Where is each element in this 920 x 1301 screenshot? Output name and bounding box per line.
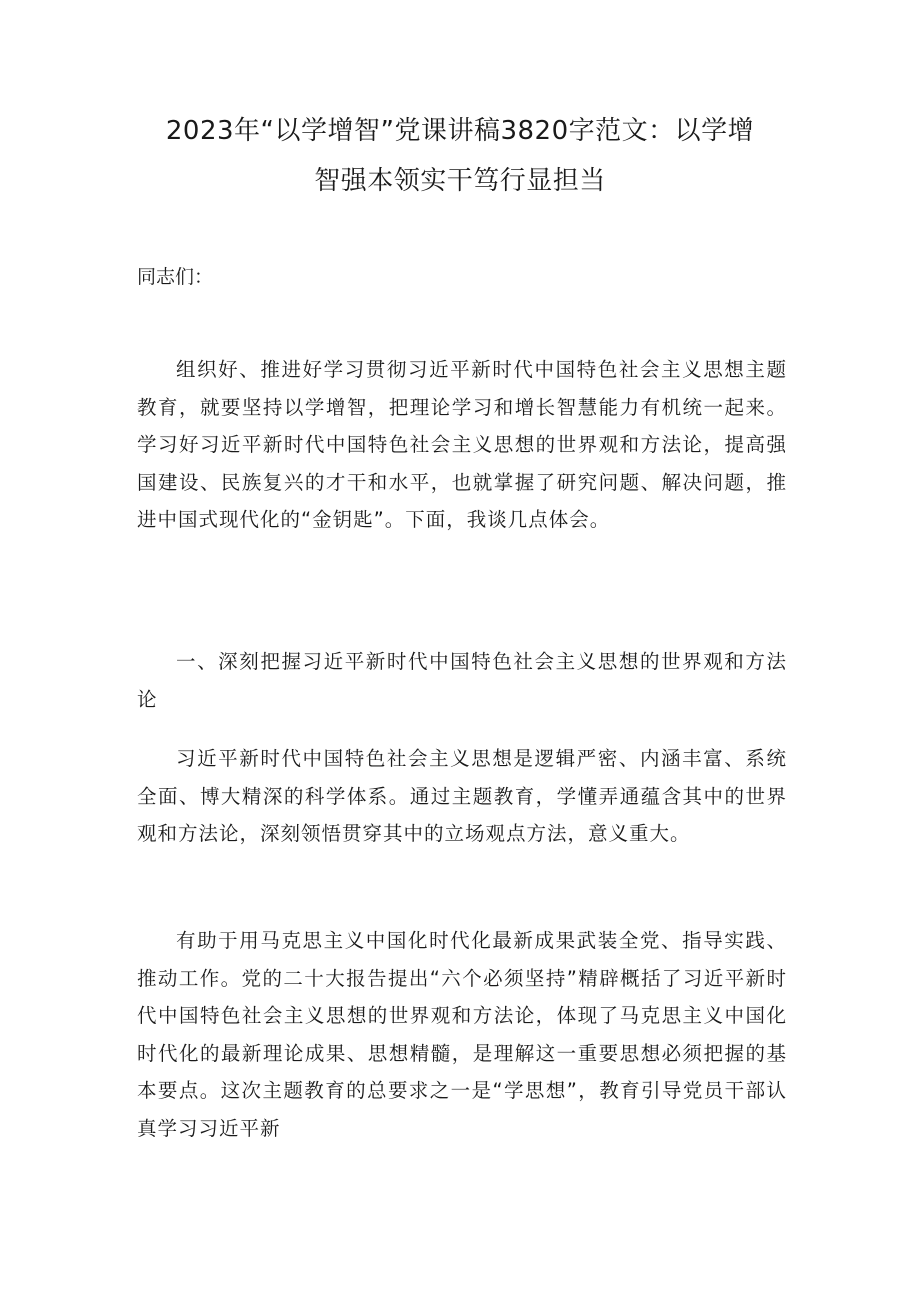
paragraph-section1-detail: 有助于用马克思主义中国化时代化最新成果武装全党、指导实践、推动工作。党的二十大报告提出“六个必须坚持”精辟概括了习近平新时代中国特色社会主义思想的世界观和方法论，体现了马克思主义中国化时代化的最新理论成果、思想精髓，是理解这一重要思想必须把握的基本要点。这次主题教育的总要求之一是“学思想”，教育引导党员干部认真学习习近平新: [137, 929, 787, 1140]
section-heading-1: 一、深刻把握习近平新时代中国特色社会主义思想的世界观和方法论: [137, 650, 787, 711]
document-title: [120, 106, 800, 206]
paragraph-section1-body: 习近平新时代中国特色社会主义思想是逻辑严密、内涵丰富、系统全面、博大精深的科学体系。通过主题教育，学懂弄通蕴含其中的世界观和方法论，深刻领悟贯穿其中的立场观点方法，意义重大。: [137, 747, 787, 845]
salutation: 同志们：: [137, 266, 214, 288]
title-line-2: 智强本领实干笃行显担当: [314, 166, 606, 196]
paragraph-intro: 组织好、推进好学习贯彻习近平新时代中国特色社会主义思想主题教育，就要坚持以学增智，把理论学习和增长智慧能力有机统一起来。学习好习近平新时代中国特色社会主义思想的世界观和方法论，提高强国建设、民族复兴的才干和水平，也就掌握了研究问题、解决问题，推进中国式现代化的“金钥匙”。下面，我谈几点体会。: [137, 358, 787, 531]
title-line-1: 2023年“以学增智”党课讲稿3820字范文：以学增: [165, 116, 755, 146]
